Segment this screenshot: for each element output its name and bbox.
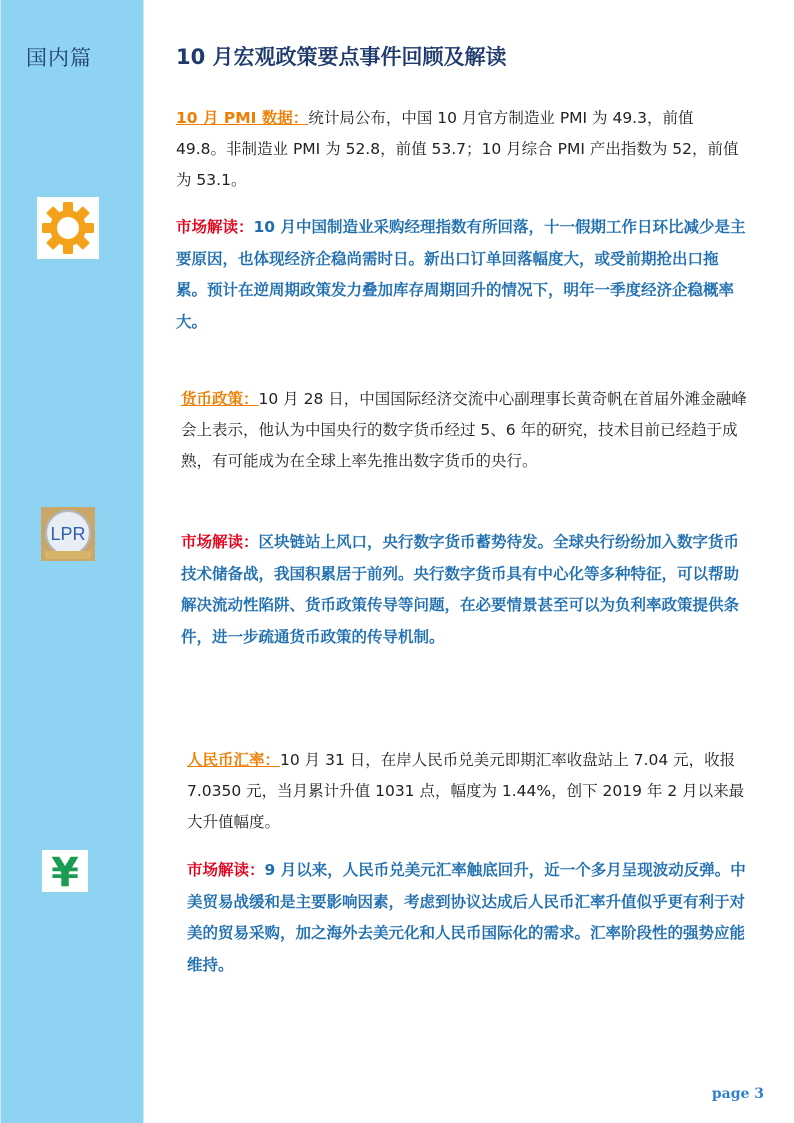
section-text: 统计局公布，中国 10 月官方制造业 PMI 为 49.3，前值 49.8。非制造业 PMI 为 52.8，前值 53.7；10 月综合 PMI 产出指数为 52，前值为 53.1。	[176, 109, 739, 189]
sidebar-title: 国内篇	[26, 46, 92, 70]
section-label: 人民币汇率：	[187, 751, 281, 769]
interp-label: 市场解读：	[181, 533, 259, 551]
section-text: 10 月 31 日，在岸人民币兑美元即期汇率收盘站上 7.04 元，收报 7.0350 元，当月累计升值 1031 点，幅度为 1.44%，创下 2019 年 2 月以来最大升值幅度。	[187, 751, 745, 831]
section-pmi	[176, 103, 746, 196]
section-label: 10 月 PMI 数据：	[176, 109, 309, 127]
interp-text: 10 月中国制造业采购经理指数有所回落，十一假期工作日环比减少是主要原因，也体现经济企稳尚需时日。新出口订单回落幅度大，或受前期抢出口拖累。预计在逆周期政策发力叠加库存周期回升的情况下，明年一季度经济企稳概率大。	[176, 218, 746, 331]
section-text: 10 月 28 日，中国国际经济交流中心副理事长黄奇帆在首届外滩金融峰会上表示，他认为中国央行的数字货币经过 5、6 年的研究，技术目前已经趋于成熟，有可能成为在全球上率先推出数字货币的央行。	[181, 390, 747, 470]
page-title: 10 月宏观政策要点事件回顾及解读	[176, 45, 507, 69]
lpr-icon-text: LPR	[50, 524, 86, 544]
interpretation-monetary-policy	[181, 527, 751, 653]
gear-icon	[37, 197, 99, 259]
interp-text: 区块链站上风口，央行数字货币蓄势待发。全球央行纷纷加入数字货币技术储备战，我国积累居于前列。央行数字货币具有中心化等多种特征，可以帮助解决流动性陷阱、货币政策传导等问题，在必要情景甚至可以为负利率政策提供条件，进一步疏通货币政策的传导机制。	[181, 533, 740, 646]
interp-label: 市场解读：	[187, 861, 265, 879]
section-rmb-exchange	[187, 745, 757, 838]
sidebar	[0, 0, 144, 1123]
section-label: 货币政策：	[181, 390, 259, 408]
lpr-icon	[41, 507, 95, 561]
page-number: page 3	[711, 1086, 764, 1102]
interpretation-rmb-exchange	[187, 855, 757, 981]
yuan-icon	[42, 850, 88, 892]
interpretation-pmi	[176, 212, 746, 338]
yuan-icon-text: ¥	[51, 850, 79, 892]
interp-text: 9 月以来，人民币兑美元汇率触底回升，近一个多月呈现波动反弹。中美贸易战缓和是主要影响因素，考虑到协议达成后人民币汇率升值似乎更有利于对美的贸易采购，加之海外去美元化和人民币国际化的需求。汇率阶段性的强势应能维持。	[187, 861, 746, 974]
section-monetary-policy	[181, 384, 751, 477]
interp-label: 市场解读：	[176, 218, 254, 236]
